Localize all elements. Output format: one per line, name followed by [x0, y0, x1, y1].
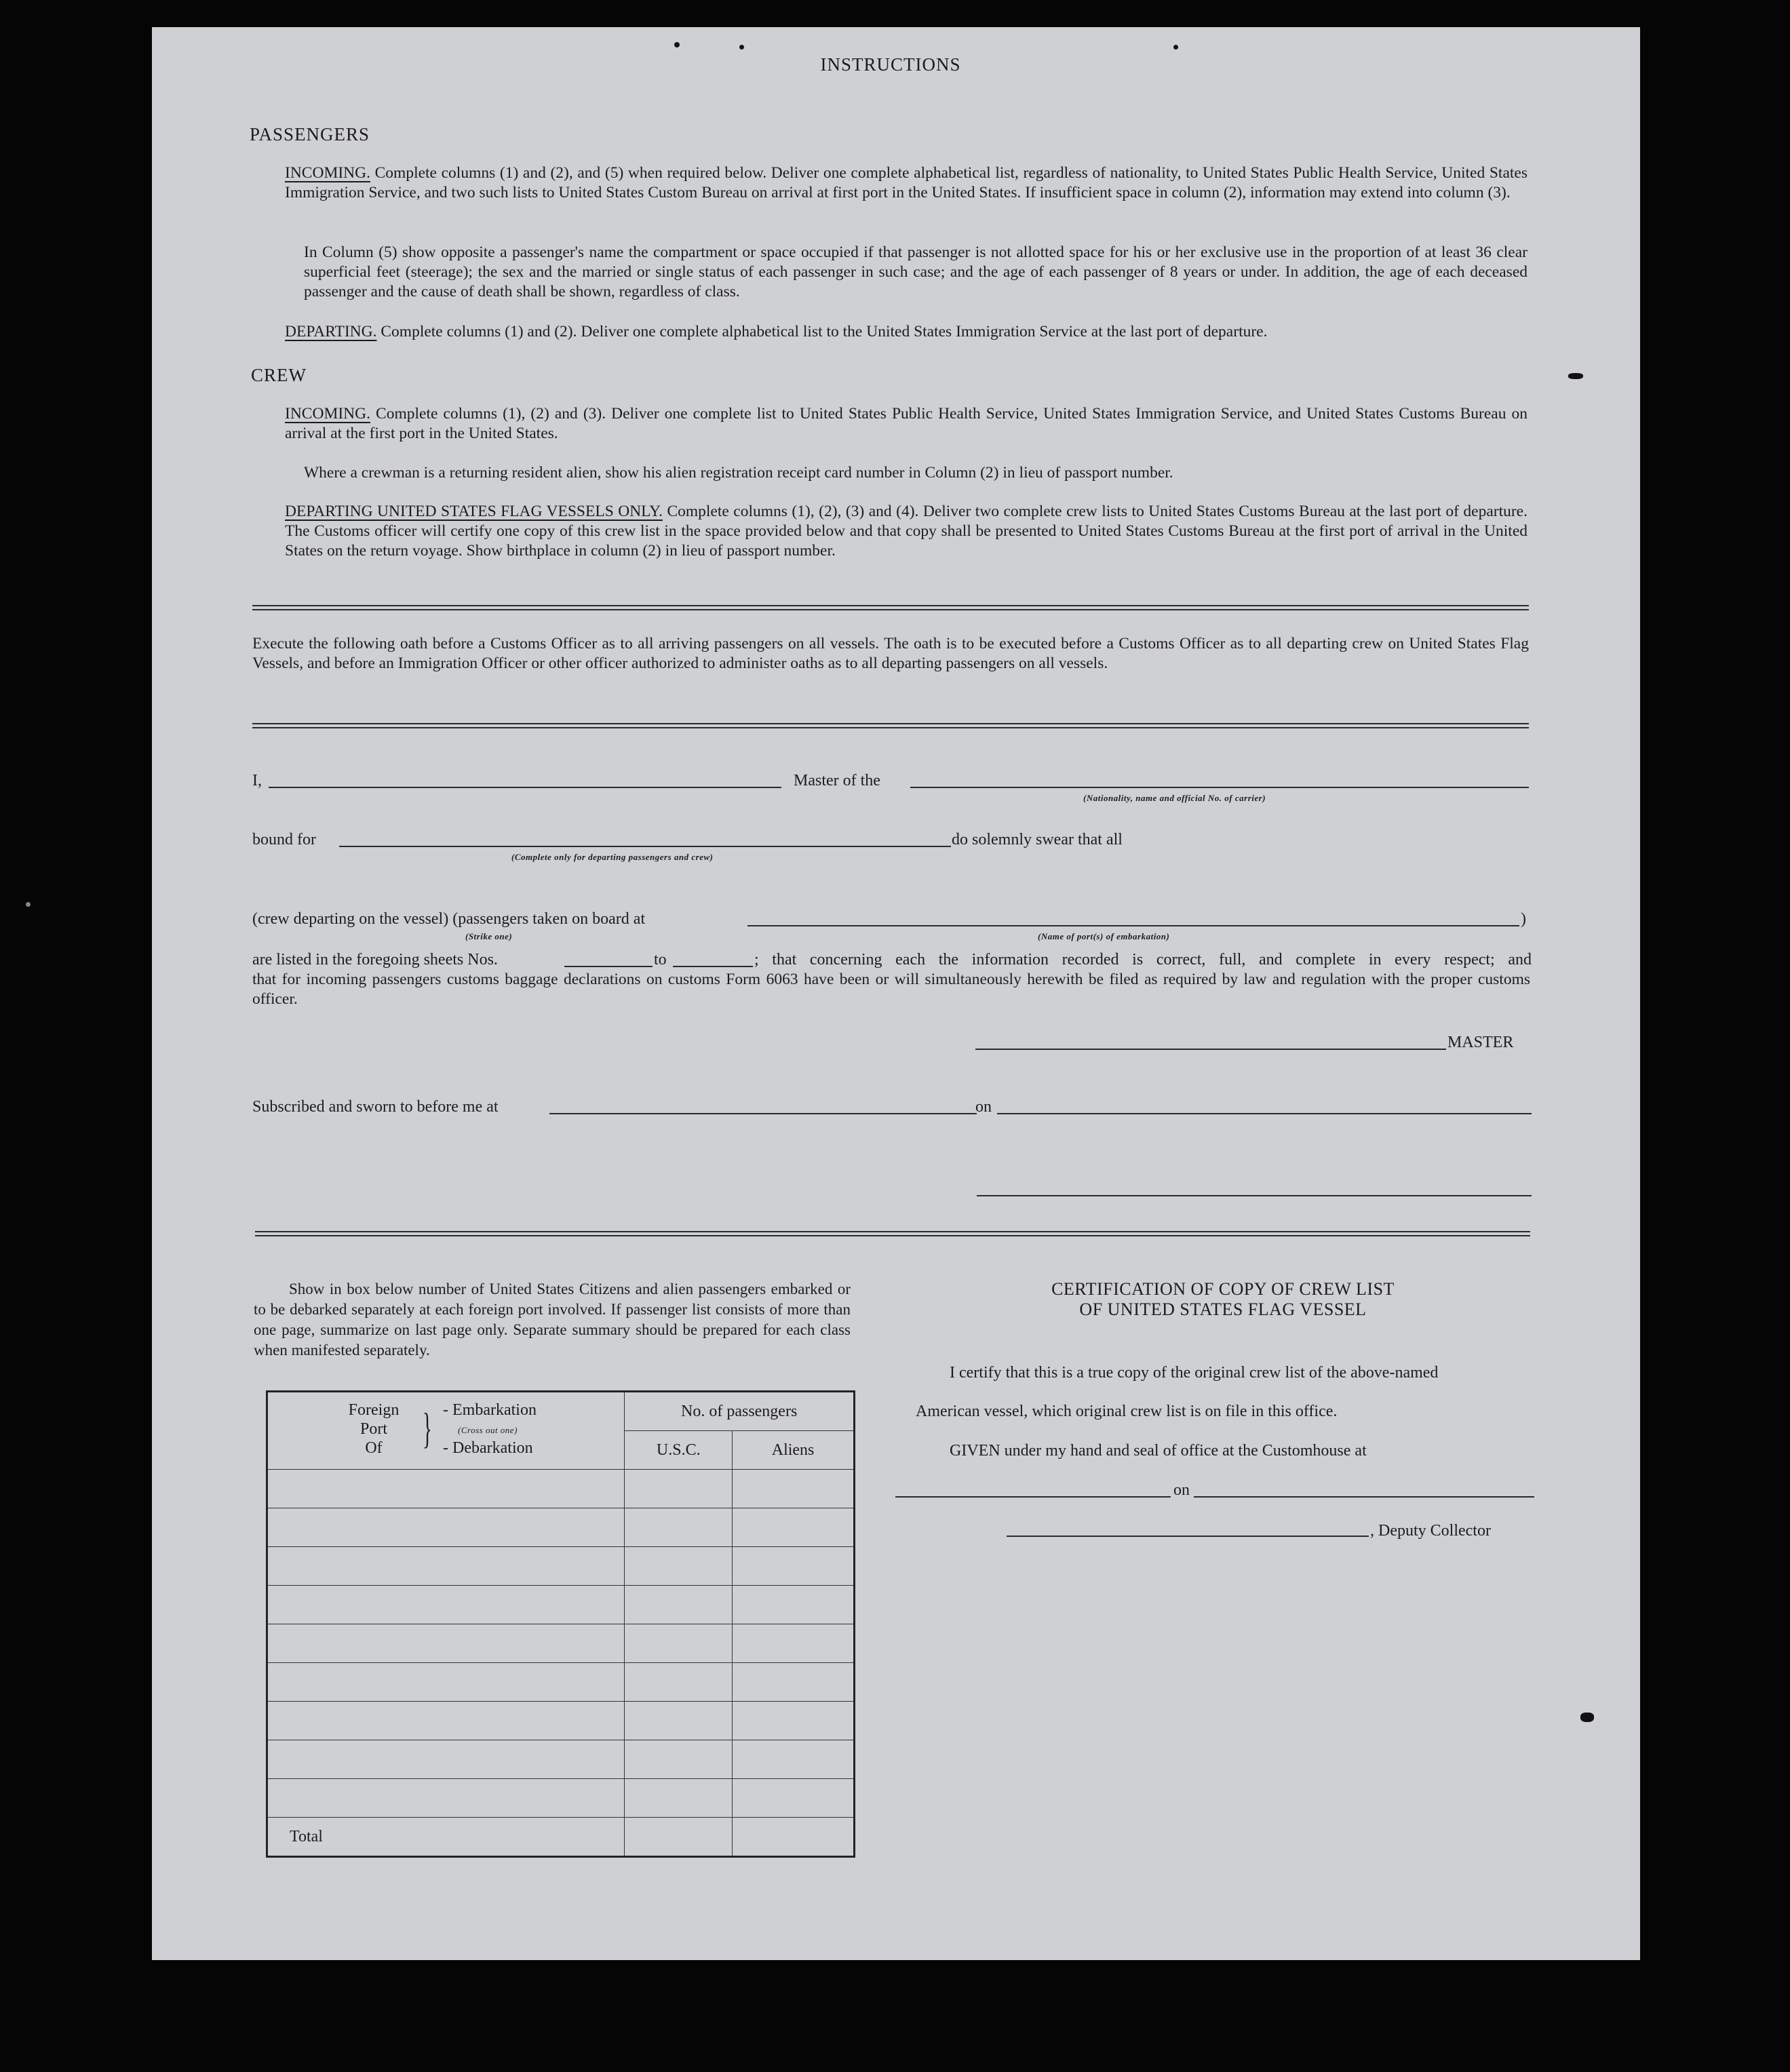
departing-text: Complete columns (1) and (2). Deliver one complete alphabetical list to the United States Immigration Service at the last port of departure. — [381, 323, 1268, 340]
customhouse-field[interactable] — [895, 1496, 1171, 1498]
crew-resident-paragraph: Where a crewman is a returning resident alien, show his alien registration receipt card number in Column (2) in lieu of passport number. — [304, 464, 1173, 482]
usc-cell[interactable] — [625, 1740, 733, 1779]
passengers-heading: PASSENGERS — [250, 124, 370, 144]
aliens-cell[interactable] — [733, 1547, 855, 1586]
master-of-label: Master of the — [794, 772, 880, 789]
summary-instructions: Show in box below number of United States Citizens and alien passengers embarked or to be debarked separately at each foreign port involved. If passenger list consists of more than one page, summarize on last page only. Separate summary should be prepared for each class when manifested separately. — [254, 1281, 851, 1358]
total-row — [267, 1818, 855, 1857]
embarkation-port-field[interactable] — [747, 925, 1519, 926]
total-aliens-cell[interactable] — [733, 1818, 855, 1857]
listed-text: ; that concerning each the information recorded is correct, full, and complete in every respect; and — [754, 951, 1532, 969]
section-divider — [252, 605, 1529, 610]
cross-out-caption: (Cross out one) — [458, 1424, 518, 1435]
passengers-incoming-paragraph — [285, 163, 1528, 203]
of-label: Of — [365, 1439, 383, 1457]
carrier-caption: (Nationality, name and official No. of carrier) — [1083, 793, 1266, 803]
section-divider — [252, 723, 1529, 728]
aliens-cell[interactable] — [733, 1624, 855, 1663]
bound-caption: (Complete only for departing passengers and crew) — [511, 852, 714, 862]
embarkation-label: - Embarkation — [443, 1401, 537, 1419]
scan-speck — [1568, 373, 1583, 379]
total-usc-cell[interactable] — [625, 1818, 733, 1857]
sheet-from-field[interactable] — [564, 966, 653, 967]
port-cell[interactable] — [267, 1586, 625, 1624]
bound-for-field[interactable] — [339, 846, 951, 847]
table-row — [267, 1663, 855, 1702]
sworn-on-label: on — [975, 1098, 992, 1116]
table-row — [267, 1508, 855, 1547]
port-label: Port — [359, 1420, 387, 1438]
port-cell[interactable] — [267, 1508, 625, 1547]
usc-cell[interactable] — [625, 1470, 733, 1508]
deputy-collector-label: , Deputy Collector — [1370, 1522, 1491, 1540]
section-divider — [255, 1231, 1530, 1236]
sheet-to-field[interactable] — [673, 966, 753, 967]
port-caption: (Name of port(s) of embarkation) — [1038, 931, 1170, 941]
aliens-cell[interactable] — [733, 1470, 855, 1508]
aliens-cell[interactable] — [733, 1779, 855, 1818]
crew-departing-label: DEPARTING UNITED STATES FLAG VESSELS ONLY. — [285, 503, 663, 520]
foreign-label: Foreign — [348, 1401, 400, 1419]
table-row — [267, 1702, 855, 1740]
port-cell[interactable] — [267, 1663, 625, 1702]
crew-incoming-label: INCOMING. — [285, 405, 370, 423]
table-row — [267, 1547, 855, 1586]
listed-continuation: that for incoming passengers customs baggage declarations on customs Form 6063 have been or will simultaneously herewith be filed as required by law and regulation with the proper customs officer. — [252, 971, 1530, 1008]
table-row — [267, 1470, 855, 1508]
scan-speck — [674, 42, 680, 47]
passengers-departing-paragraph — [285, 322, 1528, 342]
departing-label: DEPARTING. — [285, 323, 377, 340]
passengers-header: No. of passengers — [625, 1392, 855, 1431]
debarkation-label: - Debarkation — [443, 1439, 533, 1457]
passenger-summary-table — [266, 1390, 855, 1858]
table-row — [267, 1624, 855, 1663]
table-row — [267, 1586, 855, 1624]
aliens-cell[interactable] — [733, 1702, 855, 1740]
certification-date-field[interactable] — [1194, 1496, 1534, 1498]
crew-passengers-label: (crew departing on the vessel) (passengers taken on board at — [252, 910, 646, 928]
master-signature-field[interactable] — [975, 1049, 1446, 1050]
crew-incoming-paragraph — [285, 404, 1528, 444]
certification-text-3: GIVEN under my hand and seal of office at the Customhouse at — [950, 1442, 1367, 1460]
table-row — [267, 1740, 855, 1779]
crew-heading: CREW — [251, 365, 307, 385]
scan-speck — [739, 45, 744, 50]
aliens-cell[interactable] — [733, 1508, 855, 1547]
subscribed-label: Subscribed and sworn to before me at — [252, 1098, 499, 1116]
port-cell[interactable] — [267, 1547, 625, 1586]
carrier-field[interactable] — [910, 787, 1529, 788]
aliens-cell[interactable] — [733, 1586, 855, 1624]
listed-label: are listed in the foregoing sheets Nos. — [252, 951, 498, 969]
crew-departing-text: Complete columns (1), (2), (3) and (4). Deliver two complete crew lists to United States Customs Bureau at the last port of departure. The Customs officer will certify one copy of this crew list in the space provided below and that copy shall be presented to United States Customs Bureau at the first port of arrival in the United States on the return voyage. Show birthplace in column (2) in lieu of passport number. — [285, 503, 1528, 560]
port-cell[interactable] — [267, 1470, 625, 1508]
certification-on-label: on — [1173, 1481, 1190, 1499]
crew-incoming-text: Complete columns (1), (2) and (3). Deliver one complete list to United States Public Health Service, United States Immigration Service, and United States Customs Bureau on arrival at the first port in the United States. — [285, 405, 1528, 442]
port-cell[interactable] — [267, 1740, 625, 1779]
incoming-label: INCOMING. — [285, 164, 370, 182]
usc-cell[interactable] — [625, 1547, 733, 1586]
deputy-collector-signature-field[interactable] — [1007, 1536, 1369, 1537]
usc-cell[interactable] — [625, 1586, 733, 1624]
certification-title-1: CERTIFICATION OF COPY OF CREW LIST — [1051, 1279, 1395, 1299]
certification-text-2: American vessel, which original crew list is on file in this office. — [916, 1403, 1338, 1420]
oath-i-label: I, — [252, 772, 262, 789]
table-row — [267, 1779, 855, 1818]
aliens-cell[interactable] — [733, 1663, 855, 1702]
master-signature-label: MASTER — [1447, 1034, 1514, 1051]
scan-speck — [1173, 45, 1178, 50]
usc-cell[interactable] — [625, 1508, 733, 1547]
close-paren: ) — [1521, 910, 1526, 928]
sworn-location-field[interactable] — [549, 1113, 977, 1114]
total-label: Total — [267, 1818, 625, 1857]
usc-cell[interactable] — [625, 1702, 733, 1740]
usc-header: U.S.C. — [625, 1431, 733, 1470]
port-cell[interactable] — [267, 1624, 625, 1663]
brace-icon: } — [423, 1403, 432, 1452]
master-name-field[interactable] — [269, 787, 781, 788]
passengers-column5-paragraph: In Column (5) show opposite a passenger's name the compartment or space occupied if that passenger is not allotted space for his or her exclusive use in the proportion of at least 36 clear superficial feet (steerage); the sex and the married or single status of each passenger in such case; and the age of each passenger of 8 years or under. In addition, the age of each deceased passenger and the cause of death shall be shown, regardless of class. — [304, 243, 1528, 300]
port-cell[interactable] — [267, 1702, 625, 1740]
crew-departing-paragraph — [285, 502, 1528, 561]
port-cell[interactable] — [267, 1779, 625, 1818]
usc-cell[interactable] — [625, 1624, 733, 1663]
swear-label: do solemnly swear that all — [952, 831, 1123, 848]
page-title: INSTRUCTIONS — [820, 54, 961, 75]
bound-for-label: bound for — [252, 831, 316, 848]
officer-signature-field[interactable] — [977, 1195, 1532, 1196]
usc-cell[interactable] — [625, 1663, 733, 1702]
strike-caption: (Strike one) — [465, 931, 513, 941]
sworn-date-field[interactable] — [997, 1113, 1532, 1114]
certification-title-2: OF UNITED STATES FLAG VESSEL — [1079, 1299, 1367, 1319]
scan-speck — [26, 902, 31, 907]
aliens-cell[interactable] — [733, 1740, 855, 1779]
listed-to-label: to — [654, 951, 667, 969]
usc-cell[interactable] — [625, 1779, 733, 1818]
scan-speck — [1580, 1713, 1594, 1722]
aliens-header: Aliens — [733, 1431, 855, 1470]
oath-intro: Execute the following oath before a Customs Officer as to all arriving passengers on all vessels. The oath is to be executed before a Customs Officer as to all departing crew on United States Flag Vessels, and before an Immigration Officer or other officer authorized to administer oaths as to all departing passengers on all vessels. — [252, 635, 1529, 672]
incoming-text: Complete columns (1) and (2), and (5) when required below. Deliver one complete alphabetical list, regardless of nationality, to United States Public Health Service, United States Immigration Service, and two such lists to United States Custom Bureau on arrival at first port in the United States. If insufficient space in column (2), information may extend into column (3). — [285, 164, 1528, 201]
certification-text-1: I certify that this is a true copy of the original crew list of the above-named — [950, 1364, 1439, 1382]
foreign-port-header — [267, 1392, 625, 1470]
